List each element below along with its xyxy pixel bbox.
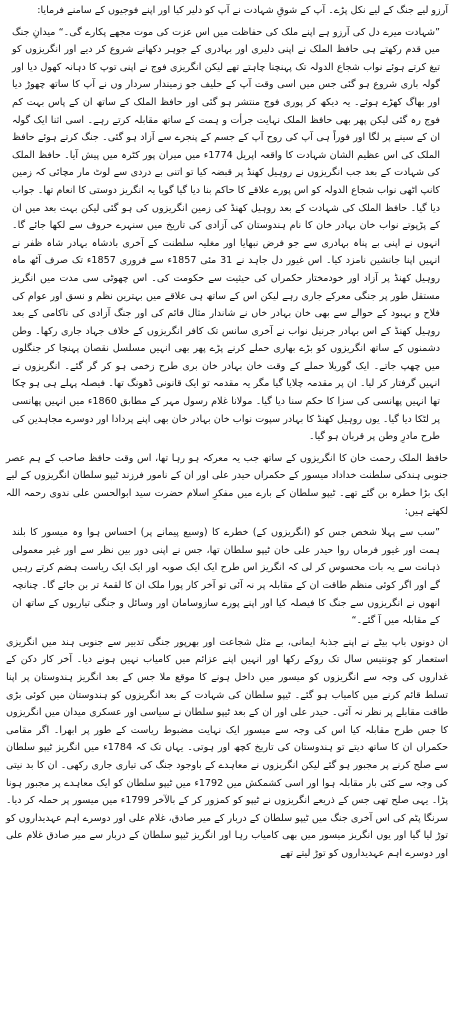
- quote-hafiz-ul-mulk: ”شہادت میرے دل کی آرزو ہے اپنے ملک کی حفاظت میں اس عزت کی موت مجھے پکارے گی۔“ میدانِ جنگ میں قدم رکھتے ہی حافظ الملک نے اپنی دلیری اور بہادری کے جوہر دکھانے شروع کر دیے اور انگریزوں کو تیغ کرتے ہوئے نواب شجاع الدولہ تک پہنچنا چاہتے تھے لیکن انگریزی فوج نے اپنی توپ کا دہانہ کھول دیا اور گولہ باری شروع ہو گئی جس میں اسی وقت آپ کے حلیف جو زمیندار سردار وں نے آپ کا ساتھ چھوڑ دیا اور بھاگ کھڑے ہوئے۔ یہ دیکھ کر پوری فوج منتشر ہو گئی اور حافظ الملک کے ساتھ ان کے پاس بہت کم فوج رہ گئی لیکن پھر بھی حافظ الملک نہایت جرأت و ہمت کے ساتھ مقابلہ کرتے رہے۔ اسی اثنا ایک گولہ ان کے سینے پر لگا اور فوراً ہی آپ کی روح آپ کے جسم کے پنجرے سے آزاد ہو گئی۔ جنگ کرتے ہوئے حافظ الملک کی اس عظیم الشان شہادت کا واقعہ اپریل 1774ء میں میران پور کٹرہ میں پیش آیا۔ حافظ الملک کی شہادت کے بعد جب انگریزوں نے روہیل کھنڈ پر قبضہ کیا تو اتنی بے دردی سے لوٹ مار مچائی کہ زمین کانپ اٹھی نواب شجاع الدولہ کو اس پورے علاقے کا حاکم بنا دیا گیا گویا یہ انگریز دوستی کا انعام تھا۔ جواب دیا گیا۔ حافظ الملک کی شہادت کے بعد روہیل کھنڈ کی زمین انگریزوں کی ہو گئی لیکن بہت بعد میں ان کے پڑپوتے نواب خان بہادر خان کا نام ہندوستان کی آزادی کی تاریخ میں سنہرے حروف سے لکھا جائے گا۔ انہوں نے اپنی بے پناہ بہادری سے جو فرض نبھایا اور مغلیہ سلطنت کے آخری بادشاہ بہادر شاہ ظفر نے انہیں اپنا جانشین نامزد کیا۔ اس غیور دل جاہد نے 31 مئی 1857ء سے فروری 1857ء تک صرف آٹھ ماہ روہیل کھنڈ پر آزاد اور خودمختار حکمراں کی حیثیت سے حکومت کی۔ اس چھوٹی سی مدت میں انگریز مستقل طور پر جنگی معرکے جاری رہے لیکن اس کے ساتھ ہی علاقے میں بہترین نظم و نسق اور عوام کی فلاح و بہبود کے حوالے سے بھی خان بہادر خاں نے شاندار مثال قائم کی اور جنگ آزادی کی ناکامی کے بعد روہیل کھنڈ کے اس بہادر جرنیل نواب نے آخری سانس تک کافر انگریزوں کے خلاف جہاد جاری رکھا۔ وطن دشمنوں کے ساتھ انگریزوں کو بڑے بھاری حملے کرنے پڑے پھر بھی انہیں مسلسل نقصان پہنچا کر جنگلوں میں چھپ جاتے۔ ایک گوریلا حملے کے وقت خان بہادر خان بری طرح زخمی ہو کر گر گئے۔ انگریزوں نے انہیں گرفتار کر لیا۔ ان پر مقدمہ چلایا گیا مگر یہ مقدمہ تو ایک قانونی ڈھونگ تھا۔ فیصلہ پہلے ہی ہو چکا تھا انہیں پھانسی کی سزا کا حکم سنا دیا گیا۔ مولانا غلام رسول مہر کے مطابق 1860ء میں انہیں پھانسی پر لٹکا دیا گیا۔ یوں روہیل کھنڈ کا بہادر سپوت نواب خان بہادر خان بھی اپنے پردادا اور دوسرے مجاہدین کی طرح مادرِ وطن پر قربان ہو گیا۔: [12, 26, 441, 443]
- quote-nadwi: ”سب سے پہلا شخص جس کو (انگریزوں کے) خطرے کا (وسیع پیمانے پر) احساس ہوا وہ میسور کا بلند ہمت اور غیور فرماں روا حیدر علی خان ٹیپو سلطان تھا، جس نے اپنی دور بین نظر سے اور غیر معمولی ذہانت سے یہ بات محسوس کر لی کہ انگریز اس طرح ایک ایک صوبہ اور ایک ایک ریاست ہضم کرتے رہیں گے اور اگر کوئی منظم طاقت ان کے مقابلہ پر نہ آئی تو آخر کار پورا ملک ان کا لقمۂ تر بن جائے گا۔ چنانچہ انھوں نے انگریزوں سے جنگ کا فیصلہ کیا اور اپنے پورے سازوسامان اور وسائل و جنگی تیاریوں کے ساتھ ان کے مقابلہ میں آ گئے۔“: [12, 527, 440, 627]
- paragraph-tipu-intro: حافظ الملک رحمت خان کا انگریزوں کے ساتھ جب یہ معرکہ ہو رہا تھا، اس وقت حافظ صاحب کے ہم عصر جنوبی ہندکی سلطنت خداداد میسور کے حکمراں حیدر علی اور ان کے نامور فرزند ٹیپو سلطان انگریزوں کے لیے ایک بڑا خطرہ بن گئے تھے۔ ٹیپو سلطان کے بارے میں مفکرِ اسلام حضرت سید ابوالحسن علی ندوی رحمہ اللہ لکھتے ہیں:: [6, 452, 448, 517]
- paragraph-intro: آرزو لیے جنگ کے لیے نکل پڑے۔ آپ کے شوقِ شہادت نے آپ کو دلیر کیا اور اپنے فوجیوں کے سامنے فرمایا:: [37, 5, 448, 16]
- paragraph-father-son: ان دونوں باپ بیٹے نے اپنے جذبۂ ایمانی، بے مثل شجاعت اور بھرپور جنگی تدبیر سے جنوبی ہند میں انگریزی استعمار کو چونتیس سال تک روکے رکھا اور انہیں اپنے عزائم میں کامیاب نہیں ہونے دیا۔ آخر کار دکن کے غداروں کی وجہ سے انگریزوں کو میسور میں داخل ہونے کا موقع ملا جس کے بعد انگریز ہندوستان پر اپنا تسلط قائم کرنے میں کامیاب ہو گئے۔ ٹیپو سلطان کی شہادت کے بعد انگریزوں کو ہندوستان میں کوئی بڑی طاقت مقابلے پر نظر نہ آئی۔ حیدر علی اور ان کے بعد ٹیپو سلطان نے سیاسی اور عسکری میدان میں انگریزوں کا جس طرح مقابلہ کیا اس کی وجہ سے میسور ایک نہایت مضبوط ریاست کے طور پر ابھرا۔ اگر مقامی حکمراں ان کا ساتھ دیتے تو ہندوستان کی تاریخ کچھ اور ہوتی۔ یہاں تک کہ 1784ء میں انگریز ٹیپو سلطان سے صلح کرنے پر مجبور ہو گئے لیکن انگریزوں نے معاہدے کے باوجود جنگ کی تیاری جاری رکھی۔ ان کا بد نیتی کی وجہ سے کئی بار مقابلہ ہوا اور اسی کشمکش میں 1792ء میں ٹیپو سلطان کو ایک معاہدے پر مجبور ہونا پڑا۔ یہی صلح تھی جس کے ذریعے انگریزوں نے ٹیپو کو کمزور کر کے بالآخر 1799ء میں میسور پر حملہ کر دیا۔ سرنگا پٹم کی اس آخری جنگ میں ٹیپو سلطان کے دربار کے میر صادق، غلام علی اور دوسرے اہم عہدیداروں کو توڑ لیا گیا اور یوں انگریز میسور میں بھی کامیاب رہا اور انگریز ٹیپو سلطان کے دربار سے میر صادق غلام علی اور دوسرے اہم عہدیداروں کو توڑ لیتے تھے: [6, 636, 449, 859]
